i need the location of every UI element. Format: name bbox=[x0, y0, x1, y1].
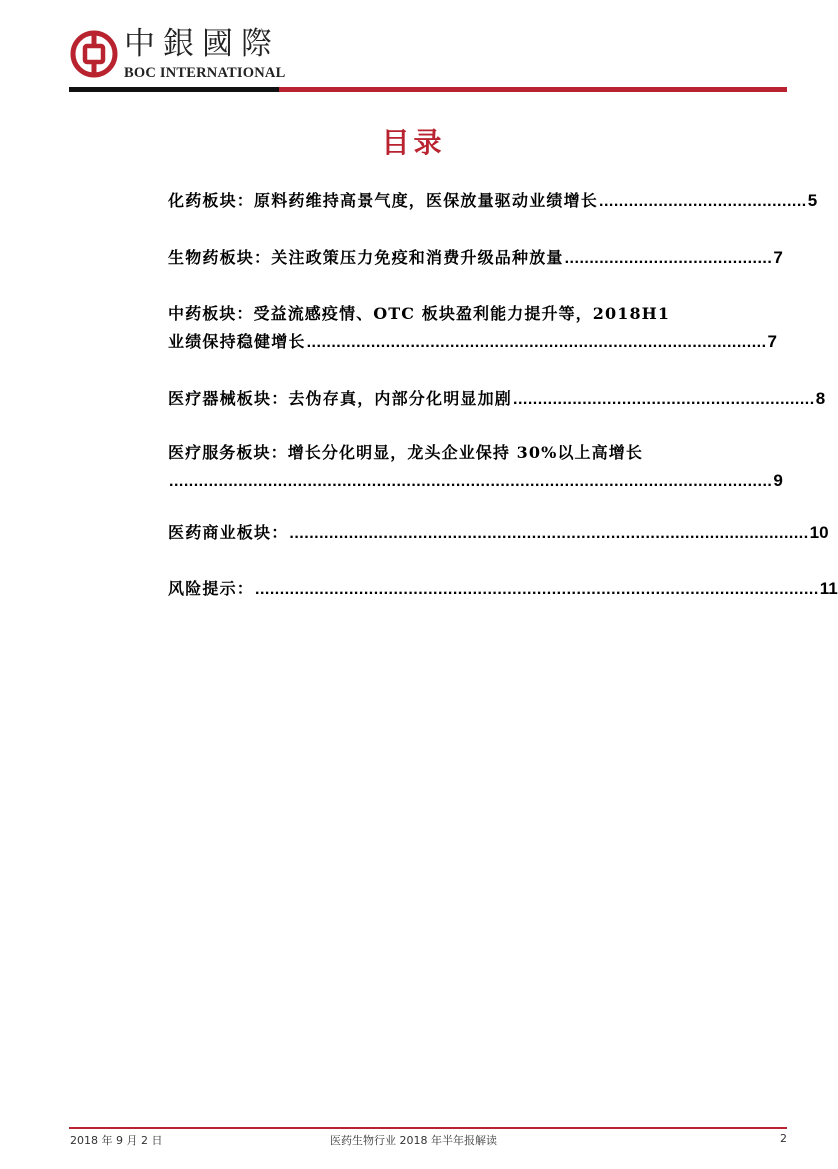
dot-leader: ......................................................................................................... bbox=[289, 525, 809, 542]
boc-logo-icon bbox=[71, 31, 117, 77]
toc-entry[interactable] bbox=[168, 302, 777, 354]
toc-entry-title: 风险提示： bbox=[168, 579, 255, 598]
toc-entry[interactable] bbox=[168, 577, 838, 601]
toc-entry[interactable] bbox=[168, 189, 818, 213]
dot-leader: .......................................................................................................................... bbox=[169, 473, 773, 490]
footer-report-title: 医药生物行业 2018 年半年报解读 bbox=[330, 1134, 497, 1147]
toc-page-number: 7 bbox=[767, 332, 777, 351]
toc-entry[interactable] bbox=[168, 246, 783, 270]
toc-page-number: 10 bbox=[809, 523, 829, 542]
footer-divider bbox=[69, 1127, 787, 1129]
toc-entry-title: 化药板块：原料药维持高景气度，医保放量驱动业绩增长 bbox=[168, 191, 599, 210]
toc-entry[interactable] bbox=[168, 521, 829, 545]
toc-page-number: 5 bbox=[807, 191, 818, 210]
toc-entry-title: 医药商业板块： bbox=[168, 523, 289, 542]
toc-page-number: 11 bbox=[819, 579, 838, 598]
dot-leader: .......................................... bbox=[564, 250, 773, 267]
footer-date: 2018 年 9 月 2 日 bbox=[70, 1134, 163, 1147]
dot-leader: ............................................................................................. bbox=[306, 334, 767, 351]
dot-leader: .......................................... bbox=[599, 193, 807, 210]
toc-entry[interactable] bbox=[168, 387, 826, 411]
header-divider-red bbox=[279, 87, 787, 92]
logo-chinese-name: 中銀國際 bbox=[124, 26, 280, 62]
header-divider-black bbox=[69, 87, 279, 92]
toc-entry[interactable] bbox=[168, 441, 783, 493]
toc-entry-title: 医疗器械板块：去伪存真，内部分化明显加剧 bbox=[168, 389, 513, 408]
toc-page-number: 7 bbox=[773, 248, 783, 267]
toc-entry-title: 生物药板块：关注政策压力免疫和消费升级品种放量 bbox=[168, 248, 564, 267]
toc-page-number: 9 bbox=[773, 471, 783, 490]
footer-page-number: 2 bbox=[780, 1132, 787, 1145]
toc-entry-title-continued: 业绩保持稳健增长 bbox=[168, 332, 306, 351]
logo-english-name: BOC INTERNATIONAL bbox=[124, 65, 286, 81]
dot-leader: .................................................................................................................. bbox=[255, 581, 819, 598]
toc-entry-title: 中药板块：受益流感疫情、OTC 板块盈利能力提升等，2018H1 bbox=[168, 304, 671, 323]
toc-page-number: 8 bbox=[815, 389, 826, 408]
dot-leader: ............................................................. bbox=[513, 391, 815, 408]
toc-entry-title: 医疗服务板块：增长分化明显，龙头企业保持 30%以上高增长 bbox=[168, 443, 643, 462]
page-header bbox=[0, 0, 827, 100]
toc-title: 目录 bbox=[381, 126, 446, 159]
